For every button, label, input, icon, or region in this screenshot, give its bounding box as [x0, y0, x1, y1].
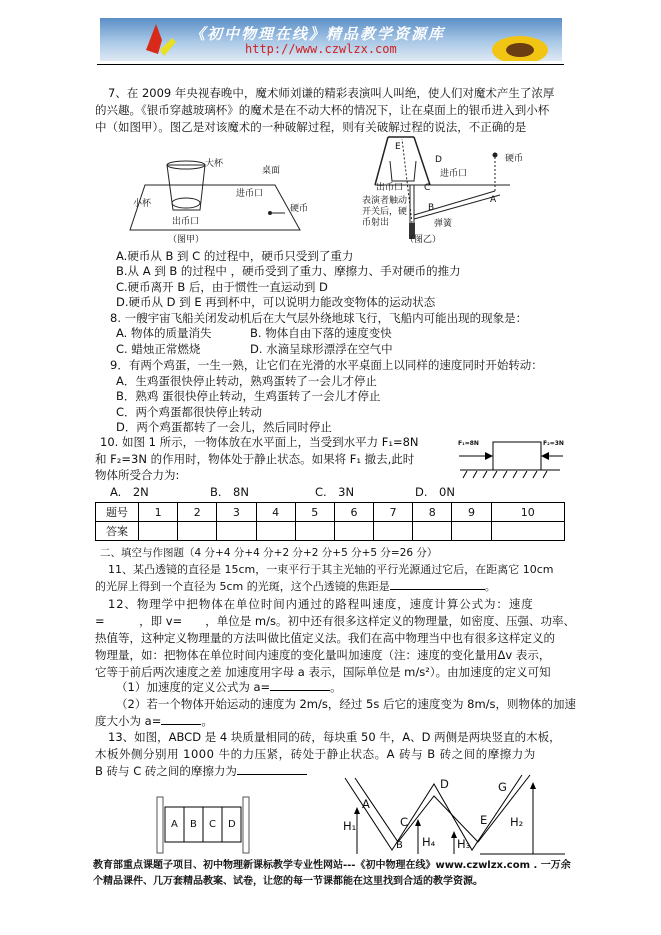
track-label-c: C — [400, 815, 409, 829]
label-c: C — [424, 183, 431, 193]
q8-option-b: B. 物体自由下落的速度变快 — [250, 326, 392, 340]
q11-blank[interactable] — [390, 589, 485, 590]
q7-option-a: A.硬币从 B 到 C 的过程中，硬币只受到了重力 — [116, 249, 354, 263]
table-cell: 8 — [413, 503, 452, 522]
answer-cell[interactable] — [491, 522, 564, 541]
q12-line: 热值等，这种定义物理量的方法叫做比值定义法。我们在高中物理当中也有很多这样定义的 — [95, 631, 555, 645]
q9-option-a: A．生鸡蛋很快停止转动，熟鸡蛋转了一会儿才停止 — [116, 374, 377, 388]
q12-sub1-blank[interactable] — [270, 690, 330, 691]
header-rule — [97, 64, 564, 65]
table-cell: 5 — [295, 503, 334, 522]
q7-line: 中（如图甲）。图乙是对该魔术的一种破解过程，则有关破解过程的说法，不正确的是 — [95, 120, 527, 134]
q8-option-a: A. 物体的质量消失 — [116, 326, 212, 340]
brick-b: B — [190, 819, 197, 830]
q11-end: 。 — [484, 580, 496, 593]
label-b: B — [428, 203, 435, 213]
answer-cell[interactable] — [217, 522, 256, 541]
answer-cell[interactable] — [256, 522, 295, 541]
label-spring: 弹簧 — [434, 219, 453, 229]
sunflower-icon — [480, 24, 550, 61]
label-coin-b: 硬币 — [505, 154, 524, 164]
table-cell: 4 — [256, 503, 295, 522]
q7-line: 7、在 2009 年央视春晚中，魔术师刘谦的精彩表演叫人叫绝，使人们对魔术产生了浓厚 — [108, 86, 555, 100]
label-d: D — [435, 155, 442, 165]
q9-option-b: B．熟鸡 蛋很快停止转动，生鸡蛋转了一会儿才停止 — [116, 389, 381, 403]
answer-cell[interactable] — [295, 522, 334, 541]
q13-line: 13、如图，ABCD 是 4 块质量相同的砖，每块重 50 牛，A、D 两侧是两块竖直的木板， — [108, 730, 561, 744]
q9-stem: 9．有两个鸡蛋，一生一熟，让它们在光滑的水平桌面上以同样的速度同时开始转动： — [110, 358, 543, 372]
q13-blank[interactable] — [237, 774, 307, 775]
label-note: 表演者触动 — [362, 196, 408, 206]
figure-jia — [125, 135, 325, 245]
q12-sub1 — [116, 679, 342, 695]
banner-title: 《初中物理在线》精品教学资源库 — [190, 25, 446, 43]
q11-text: 的光屏上得到一个直径为 5cm 的光斑，这个凸透镜的焦距是 — [95, 580, 390, 593]
q7-option-b: B.从 A 到 B 的过程中 ，硬币受到了重力、摩擦力、手对硬币的推力 — [116, 264, 461, 278]
brick-d: D — [228, 819, 236, 830]
q10-line: 物体所受合力为: — [95, 468, 180, 482]
track-label-h4: H₄ — [422, 835, 436, 849]
banner-url[interactable]: http://www.czwlzx.com — [245, 42, 397, 56]
answer-cell[interactable] — [452, 522, 491, 541]
q8-option-c: C. 蜡烛正常燃烧 — [116, 342, 201, 356]
q10-option-b: B. 8N — [210, 485, 249, 499]
label-coin-out-b: 出币口 — [376, 183, 404, 193]
q10-option-d: D. 0N — [415, 485, 455, 499]
q7-option-d: D.硬币从 D 到 E 再到杯中，可以说明力能改变物体的运动状态 — [116, 295, 436, 309]
label-e: E — [395, 142, 401, 152]
track-figure — [330, 772, 570, 857]
label-a: A — [490, 195, 497, 205]
track-label-h3: H₃ — [457, 837, 471, 851]
q12-line: = ，即 v= ，单位是 m/s。初中还有很多这样定义的物理量，如密度、压强、功率、 — [95, 614, 575, 628]
q12-line: 它等于前后两次速度之差 加速度用字母 a 表示，国际单位是 m/s²）。由加速度的定义可知 — [95, 665, 551, 679]
answer-table — [95, 502, 565, 541]
label-f2: F₂=3N — [543, 440, 564, 447]
table-row — [96, 522, 565, 541]
figure-yi-caption: （图乙） — [405, 235, 442, 245]
q8-option-d: D. 水滴呈球形漂浮在空气中 — [250, 342, 393, 356]
table-row — [96, 503, 565, 522]
q9-option-d: D．两个鸡蛋都转了一会儿，然后同时停止 — [116, 420, 332, 434]
brick-a: A — [171, 819, 178, 830]
answer-cell[interactable] — [413, 522, 452, 541]
q12-sub1-text: （1）加速度的定义公式为 a= — [116, 680, 271, 694]
brick-c: C — [209, 819, 216, 830]
label-coin-in: 进币口 — [236, 189, 264, 199]
q12-sub1-end: 。 — [330, 680, 342, 694]
footer-line: 教育部重点课题子项目、初中物理新课标教学专业性网站---《初中物理在线》www.czwlzx.com . 一万余 — [93, 860, 571, 871]
answer-cell[interactable] — [178, 522, 217, 541]
q12-sub2 — [95, 713, 213, 729]
q12-line: 12、物理学中把物体在单位时间内通过的路程叫速度，速度计算公式为：速度 — [108, 597, 534, 611]
q13-text: B 砖与 C 砖之间的摩擦力为 — [95, 764, 237, 778]
figure-jia-caption: （图甲） — [168, 235, 205, 245]
track-label-h1: H₁ — [343, 819, 357, 833]
label-small-cup: 小杯 — [133, 199, 152, 209]
q12-sub2-text: 度大小为 a= — [95, 714, 162, 728]
q10-option-a: A. 2N — [110, 485, 149, 499]
q7-line: 的兴趣。《银币穿越玻璃杯》的魔术是在不动大杯的情况下，让在桌面上的银币进入到小杯 — [95, 103, 550, 117]
label-big-cup: 大杯 — [205, 159, 224, 169]
q13-line — [95, 763, 307, 779]
footer-line: 个精品课件、几万套精品教案、试卷，让您的每一节课都能在这里找到合适的教学资源。 — [93, 876, 483, 887]
label-coin-out: 出币口 — [172, 217, 200, 227]
q10-line: 10. 如图 1 所示，一物体放在水平面上，当受到水平力 F₁=8N — [100, 435, 419, 449]
q10-option-c: C. 3N — [315, 485, 355, 499]
track-label-h2: H₂ — [510, 815, 524, 829]
q7-option-c: C.硬币离开 B 后，由于惯性一直运动到 D — [116, 280, 328, 294]
label-coin-in-b: 进币口 — [440, 169, 468, 179]
q12-line: 物理量，如：把物体在单位时间内速度的变化量叫加速度（注：速度的变化量用Δv 表示， — [95, 648, 551, 662]
track-label-g: G — [498, 780, 507, 794]
label-note: 开关后，硬 — [362, 207, 408, 217]
q13-line: 木板外侧分别用 1000 牛的力压紧，砖处于静止状态。A 砖与 B 砖之间的摩擦力为 — [95, 747, 536, 761]
label-note: 币射出 — [362, 218, 390, 228]
table-cell: 1 — [139, 503, 178, 522]
logo-icon — [142, 20, 182, 60]
label-coin: 硬币 — [290, 204, 309, 214]
table-cell: 6 — [334, 503, 373, 522]
q11-line: 11、某凸透镜的直径是 15cm，一束平行于其主光轴的平行光源通过它后，在距离它 10cm — [108, 563, 554, 576]
table-header-cell: 题号 — [96, 503, 139, 522]
header-banner — [100, 18, 562, 61]
q9-option-c: C．两个鸡蛋都很快停止转动 — [116, 405, 263, 419]
section-title: 二、填空与作图题（4 分+4 分+4 分+2 分+2 分+5 分+5 分=26 分） — [100, 547, 438, 559]
table-header-cell: 答案 — [96, 522, 139, 541]
label-f1: F₁=8N — [458, 440, 479, 447]
track-label-a: A — [362, 797, 370, 811]
track-label-d: D — [440, 777, 449, 791]
table-cell: 2 — [178, 503, 217, 522]
q8-stem: 8. 一艘宇宙飞船关闭发动机后在大气层外绕地球飞行，飞船内可能出现的现象是： — [110, 311, 528, 325]
track-label-e: E — [480, 813, 488, 827]
q11-line — [95, 579, 496, 595]
label-table: 桌面 — [262, 166, 281, 176]
answer-cell[interactable] — [334, 522, 373, 541]
q12-sub2: （2）若一个物体开始运动的速度为 2m/s，经过 5s 后它的速度变为 8m/s，则物体的加速 — [116, 697, 577, 711]
answer-cell[interactable] — [374, 522, 413, 541]
table-cell: 10 — [491, 503, 564, 522]
table-cell: 9 — [452, 503, 491, 522]
table-cell: 7 — [374, 503, 413, 522]
track-label-b: B — [396, 840, 403, 851]
answer-cell[interactable] — [139, 522, 178, 541]
q12-sub2-blank[interactable] — [161, 724, 201, 725]
q12-sub2-end: 。 — [201, 714, 213, 728]
q10-line: 和 F₂=3N 的作用时，物体处于静止状态。如果将 F₁ 撤去,此时 — [95, 452, 415, 466]
table-cell: 3 — [217, 503, 256, 522]
